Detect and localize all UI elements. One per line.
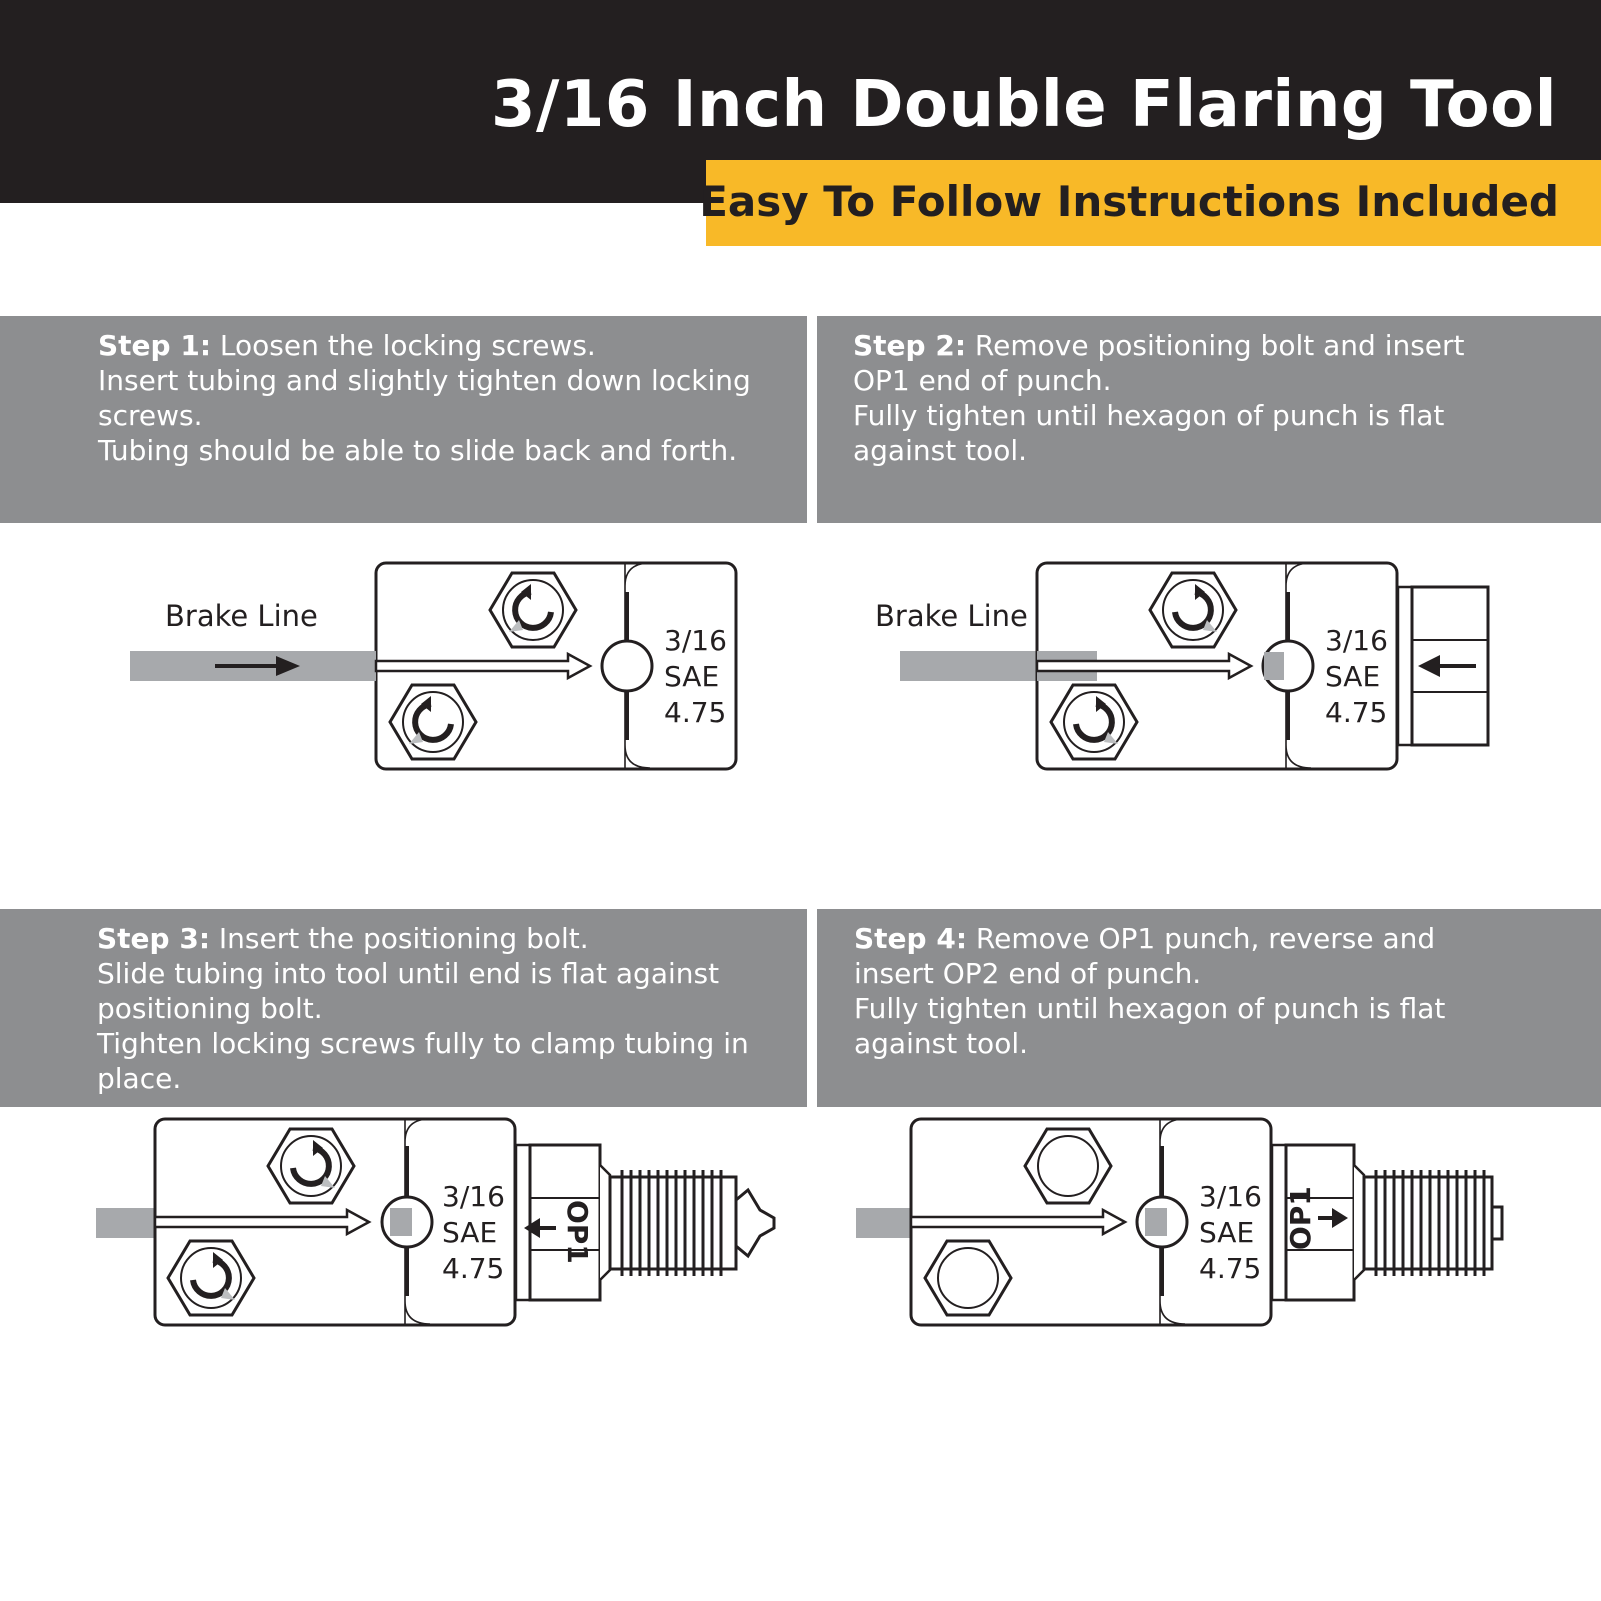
page-title: 3/16 Inch Double Flaring Tool [490,68,1557,142]
step-1-first-line: Step 1: Loosen the locking screws. [98,329,596,362]
size-label: 3/16 [1199,1180,1262,1213]
positioning-bolt-head [1398,587,1488,745]
step-3-line: Slide tubing into tool until end is flat against positioning bolt. [97,957,720,1025]
step-2-first-line: Step 2: Remove positioning bolt and insert OP1 end of punch. [853,329,1465,397]
brake-line-tube [856,1208,916,1238]
step-1-label: Step 1: [98,329,212,362]
size-label: 3/16 [1325,624,1388,657]
step-1-diagram [0,540,800,820]
step-2-line: Fully tighten until hexagon of punch is flat against tool. [853,399,1445,467]
punch-label: OP1 [561,1200,594,1264]
size-label: 3/16 [442,1180,505,1213]
step-3-first-line: Step 3: Insert the positioning bolt. [97,922,589,955]
step-3-diagram [0,1110,800,1350]
step-4-box [817,909,1601,1107]
angle-label: 4.75 [664,696,727,729]
step-1-box [0,316,807,523]
step-3-label: Step 3: [97,922,211,955]
brake-line-label: Brake Line [165,599,318,633]
standard-label: SAE [664,660,720,693]
punch-label: OP1 [1284,1186,1317,1250]
punch-tool [516,1145,774,1300]
step-3-line: Tighten locking screws fully to clamp tubing in place. [97,1027,749,1095]
brake-line-tube [96,1208,156,1238]
step-4-first-line: Step 4: Remove OP1 punch, reverse and insert OP2 end of punch. [854,922,1436,990]
step-4-line: Fully tighten until hexagon of punch is flat against tool. [854,992,1446,1060]
step-1-line: Insert tubing and slightly tighten down locking screws. [98,364,751,432]
standard-label: SAE [1325,660,1381,693]
brake-line-label: Brake Line [875,599,1028,633]
step-2-label: Step 2: [853,329,967,362]
step-1-line: Tubing should be able to slide back and forth. [98,434,738,467]
standard-label: SAE [442,1216,498,1249]
angle-label: 4.75 [442,1252,505,1285]
angle-label: 4.75 [1325,696,1388,729]
step-4-diagram [840,1110,1600,1350]
step-3-box [0,909,807,1107]
step-2-box [817,316,1601,523]
punch-tool [1272,1145,1502,1300]
angle-label: 4.75 [1199,1252,1262,1285]
step-4-label: Step 4: [854,922,968,955]
standard-label: SAE [1199,1216,1255,1249]
page-subtitle: Easy To Follow Instructions Included [699,177,1559,226]
size-label: 3/16 [664,624,727,657]
step-2-diagram [840,540,1600,820]
